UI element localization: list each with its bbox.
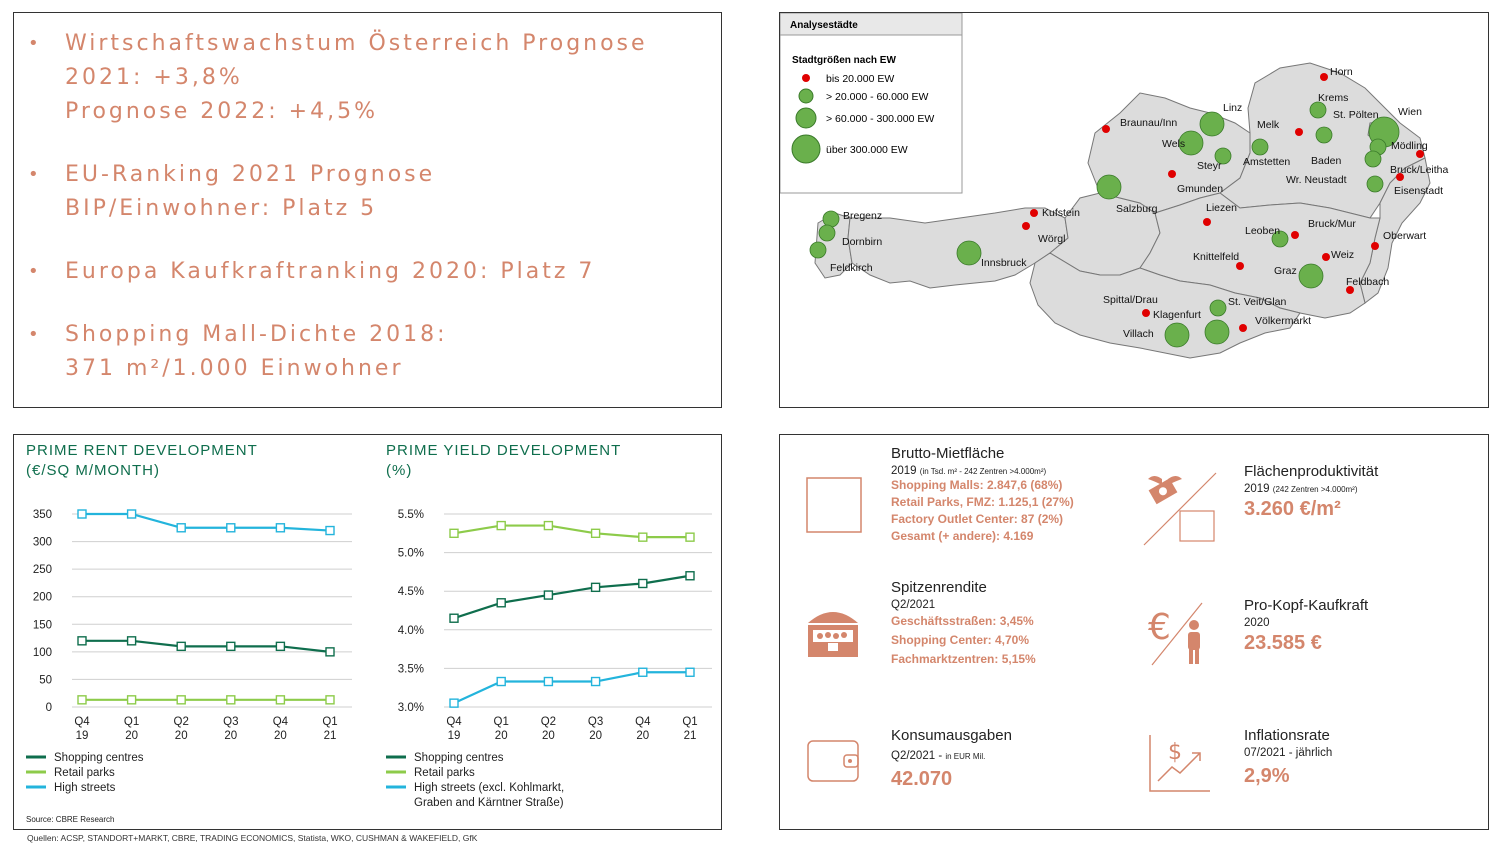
- kpi-konsumausgaben: [891, 727, 1012, 791]
- city-label: Braunau/Inn: [1120, 117, 1178, 129]
- data-point: [276, 524, 284, 532]
- x-tick-label: Q1: [322, 716, 338, 728]
- x-tick-label: 20: [636, 730, 650, 742]
- marker-spittal: [1142, 309, 1150, 317]
- legend-label: High streets (excl. Kohlmarkt,: [414, 782, 565, 794]
- city-label: Wörgl: [1038, 233, 1066, 245]
- fact-item: • EU-Ranking 2021 Prognose BIP/Einwohner: Platz 5: [28, 162, 436, 221]
- x-tick-label: 20: [224, 730, 238, 742]
- city-label: Salzburg: [1116, 203, 1158, 215]
- city-label: St. Veit/Glan: [1228, 296, 1287, 308]
- marker-villach: [1165, 323, 1189, 347]
- city-label: Liezen: [1206, 202, 1237, 214]
- data-point: [227, 696, 235, 704]
- city-label: Wr. Neustadt: [1286, 174, 1347, 186]
- chart2-title: PRIME YIELD DEVELOPMENT: [386, 442, 622, 459]
- legend-label: > 60.000 - 300.000 EW: [826, 113, 935, 125]
- y-tick-label: 350: [32, 509, 52, 521]
- data-point: [227, 524, 235, 532]
- x-tick-label: 21: [683, 730, 697, 742]
- kpi-detail: Gesamt (+ andere): 4.169: [891, 529, 1034, 543]
- chart2-subtitle: (%): [386, 462, 413, 479]
- marker-stpoelten: [1316, 127, 1332, 143]
- city-label: Bruck/Mur: [1308, 218, 1356, 230]
- data-point: [128, 637, 136, 645]
- map-title: Analysestädte: [790, 20, 858, 31]
- data-point: [177, 642, 185, 650]
- marker-amstetten: [1252, 139, 1268, 155]
- y-tick-label: 5.0%: [397, 547, 424, 560]
- data-point: [326, 527, 334, 535]
- city-label: Weiz: [1331, 249, 1355, 261]
- kpi-title: Inflationsrate: [1244, 727, 1330, 744]
- data-point: [497, 522, 505, 530]
- series-line: [454, 526, 690, 538]
- data-point: [227, 642, 235, 650]
- cbre-charts-panel: [13, 434, 722, 830]
- data-point: [544, 678, 552, 686]
- series-line: [454, 576, 690, 618]
- city-label: Völkermarkt: [1255, 315, 1312, 327]
- city-label: Eisenstadt: [1394, 185, 1444, 197]
- marker-klagenfurt: [1205, 320, 1229, 344]
- city-label: Wels: [1162, 138, 1186, 150]
- x-tick-label: Q4: [74, 716, 90, 728]
- city-label: Graz: [1274, 265, 1297, 277]
- kpi-value: 2,9%: [1244, 765, 1290, 787]
- fact-text: Wirtschaftswachstum Österreich Prognose 2021: +3,8% Prognose 2022: +4,5%: [65, 31, 648, 124]
- kpi-spitzenrendite: [891, 579, 1036, 668]
- marker-weiz: [1322, 253, 1330, 261]
- city-label: Innsbruck: [981, 257, 1027, 269]
- x-tick-label: Q4: [272, 716, 289, 728]
- x-tick-label: 20: [589, 730, 602, 742]
- fact-text: EU-Ranking 2021 Prognose BIP/Einwohner: Platz 5: [65, 162, 436, 221]
- data-point: [497, 678, 505, 686]
- data-point: [544, 522, 552, 530]
- kpi-title: Konsumausgaben: [891, 727, 1012, 744]
- legend-label: Shopping centres: [414, 752, 504, 764]
- y-tick-label: 0: [45, 702, 52, 714]
- marker-innsbruck: [957, 241, 981, 265]
- city-label: Steyr: [1197, 160, 1222, 172]
- x-tick-label: 20: [125, 730, 138, 742]
- data-point: [686, 668, 694, 676]
- data-point: [639, 533, 647, 541]
- marker-woergl: [1022, 222, 1030, 230]
- x-tick-label: Q2: [173, 716, 189, 728]
- city-label: Krems: [1318, 92, 1349, 104]
- data-point: [450, 614, 458, 622]
- city-label: Villach: [1123, 328, 1154, 340]
- kpi-value: 42.070: [891, 768, 953, 790]
- city-label: Klagenfurt: [1153, 309, 1201, 321]
- kpi-title: Flächenproduktivität: [1244, 463, 1379, 480]
- svg-text:€: €: [1148, 607, 1171, 648]
- city-label: Kufstein: [1042, 207, 1080, 219]
- euro-person-icon: [1146, 601, 1210, 667]
- city-label: Feldkirch: [830, 262, 873, 274]
- x-tick-label: 20: [274, 730, 287, 742]
- data-point: [326, 648, 334, 656]
- marker-baden: [1365, 151, 1381, 167]
- legend-label: Graben and Kärntner Straße): [414, 797, 564, 809]
- kpi-panel: [779, 434, 1489, 830]
- city-label: Knittelfeld: [1193, 251, 1240, 263]
- city-label: St. Pölten: [1333, 109, 1379, 121]
- legend-label: über 300.000 EW: [826, 144, 908, 156]
- kpi-detail: Shopping Center: 4,70%: [891, 633, 1030, 647]
- marker-bregenz: [823, 211, 839, 227]
- x-tick-label: Q2: [540, 716, 557, 728]
- data-point: [128, 510, 136, 518]
- marker-gmunden: [1168, 170, 1176, 178]
- city-label: Horn: [1330, 66, 1353, 78]
- data-point: [450, 529, 458, 537]
- y-tick-label: 5.5%: [397, 509, 424, 521]
- marker-knittelfeld: [1236, 262, 1244, 270]
- marker-braunau: [1102, 125, 1110, 133]
- marker-bruckmur: [1291, 231, 1299, 239]
- data-point: [544, 591, 552, 599]
- data-point: [639, 668, 647, 676]
- legend-label: > 20.000 - 60.000 EW: [826, 91, 929, 103]
- legend-marker-small: [802, 74, 810, 82]
- kpi-inflationsrate: [1244, 727, 1332, 788]
- marker-oberwart: [1371, 242, 1379, 250]
- x-tick-label: 19: [447, 730, 461, 742]
- data-point: [78, 510, 86, 518]
- wallet-icon: [806, 735, 862, 785]
- legend-label: Retail parks: [414, 767, 475, 779]
- kpi-detail: Retail Parks, FMZ: 1.125,1 (27%): [891, 495, 1074, 509]
- facts-list: [14, 13, 721, 386]
- city-label: Oberwart: [1383, 230, 1427, 242]
- marker-linz: [1200, 112, 1224, 136]
- x-tick-label: Q4: [635, 716, 651, 728]
- data-point: [128, 696, 136, 704]
- data-point: [497, 599, 505, 607]
- kpi-detail: Factory Outlet Center: 87 (2%): [891, 512, 1064, 526]
- x-tick-label: Q1: [682, 716, 698, 728]
- fact-item: • Shopping Mall-Dichte 2018: 371 m²/1.000 Einwohner: [28, 322, 448, 381]
- data-point: [276, 696, 284, 704]
- svg-text:$: $: [1168, 740, 1182, 765]
- area-square-icon: [806, 477, 862, 533]
- kpi-subtitle: 2020: [1244, 617, 1270, 629]
- legend-label: Shopping centres: [54, 752, 144, 764]
- y-tick-label: 150: [32, 619, 52, 632]
- yield-chart: [386, 509, 712, 809]
- legend-label: bis 20.000 EW: [826, 73, 895, 85]
- data-point: [177, 696, 185, 704]
- kpi-title: Spitzenrendite: [891, 579, 987, 596]
- legend-marker-large: [796, 108, 816, 128]
- map-legend: [780, 13, 962, 193]
- kpi-subtitle: 07/2021 - jährlich: [1244, 747, 1333, 759]
- charts-source: Source: CBRE Research: [26, 815, 115, 824]
- fact-item: • Wirtschaftswachstum Österreich Prognose 2021: +3,8% Prognose 2022: +4,5%: [28, 31, 648, 124]
- marker-liezen: [1203, 218, 1211, 226]
- data-point: [686, 533, 694, 541]
- kpi-title: Brutto-Mietfläche: [891, 445, 1005, 462]
- x-tick-label: 20: [174, 730, 188, 742]
- y-tick-label: 4.0%: [397, 624, 424, 637]
- x-tick-label: Q3: [587, 716, 604, 728]
- city-label: Bruck/Leitha: [1390, 164, 1449, 176]
- marker-feldkirch: [810, 242, 826, 258]
- kpi-subtitle: 2019 (in Tsd. m² - 242 Zentren >4.000m²): [891, 465, 1047, 477]
- kpi-detail: Fachmarktzentren: 5,15%: [891, 652, 1036, 666]
- marker-horn: [1320, 73, 1328, 81]
- data-point: [686, 572, 694, 580]
- legend-marker-medium: [799, 89, 813, 103]
- x-tick-label: Q4: [446, 716, 462, 728]
- city-label: Mödling: [1391, 140, 1428, 152]
- data-point: [276, 642, 284, 650]
- kpi-subtitle: Q2/2021: [891, 599, 936, 611]
- kpi-brutto-mietflaeche: [891, 445, 1074, 545]
- rent-chart: [26, 509, 352, 794]
- data-point: [592, 678, 600, 686]
- marker-wrneustadt: [1367, 176, 1383, 192]
- data-point: [326, 696, 334, 704]
- x-tick-label: 21: [323, 730, 337, 742]
- marker-graz: [1299, 264, 1323, 288]
- legend-title: Stadtgrößen nach EW: [792, 55, 896, 66]
- data-point: [592, 529, 600, 537]
- marker-melk: [1295, 128, 1303, 136]
- data-point: [592, 583, 600, 591]
- kpi-title: Pro-Kopf-Kaufkraft: [1244, 597, 1369, 614]
- austria-map-panel: [779, 12, 1489, 408]
- data-point: [78, 696, 86, 704]
- treasure-chest-icon: [804, 603, 862, 659]
- kpi-detail: Shopping Malls: 2.847,6 (68%): [891, 478, 1063, 492]
- city-label: Feldbach: [1346, 276, 1390, 288]
- sources-footnote: Quellen: ACSP, STANDORT+MARKT, CBRE, TRADING ECONOMICS, Statista, WKO, CUSHMAN & WAKEFIELD, GfK: [27, 833, 478, 843]
- legend-label: High streets: [54, 782, 116, 794]
- city-label: Wien: [1398, 106, 1422, 118]
- chart1-subtitle: (€/SQ M/MONTH): [26, 462, 160, 479]
- economic-facts-panel: [13, 12, 722, 408]
- fact-text: Shopping Mall-Dichte 2018: 371 m²/1.000 Einwohner: [65, 322, 448, 381]
- money-productivity-icon: [1142, 471, 1218, 547]
- chart1-title: PRIME RENT DEVELOPMENT: [26, 442, 258, 459]
- series-line: [82, 514, 330, 531]
- city-label: Melk: [1257, 119, 1280, 131]
- marker-krems: [1310, 102, 1326, 118]
- y-tick-label: 3.0%: [397, 702, 424, 714]
- kpi-kaufkraft: [1244, 597, 1368, 655]
- fact-item: • Europa Kaufkraftranking 2020: Platz 7: [28, 259, 596, 284]
- kpi-subtitle: 2019 (242 Zentren >4.000m²): [1244, 483, 1358, 495]
- marker-salzburg: [1097, 175, 1121, 199]
- series-line: [454, 672, 690, 703]
- y-tick-label: 200: [32, 591, 52, 604]
- x-tick-label: 19: [75, 730, 89, 742]
- kpi-detail: Geschäftsstraßen: 3,45%: [891, 614, 1034, 628]
- kpi-flaechenproduktivitaet: [1244, 463, 1378, 521]
- marker-voelkermarkt: [1239, 324, 1247, 332]
- y-tick-label: 100: [32, 646, 52, 659]
- y-tick-label: 50: [39, 674, 52, 687]
- data-point: [78, 637, 86, 645]
- marker-stveit: [1210, 300, 1226, 316]
- x-tick-label: 20: [494, 730, 508, 742]
- y-tick-label: 3.5%: [397, 663, 424, 676]
- marker-kufstein: [1030, 209, 1038, 217]
- x-tick-label: 20: [542, 730, 555, 742]
- x-tick-label: Q1: [493, 716, 509, 728]
- data-point: [450, 699, 458, 707]
- x-tick-label: Q1: [123, 716, 140, 728]
- y-tick-label: 300: [32, 536, 52, 549]
- austria-map: [780, 13, 1487, 406]
- city-label: Spittal/Drau: [1103, 294, 1158, 306]
- data-point: [639, 579, 647, 587]
- y-tick-label: 250: [32, 564, 52, 577]
- city-label: Amstetten: [1243, 156, 1291, 168]
- city-label: Linz: [1223, 102, 1243, 114]
- legend-label: Retail parks: [54, 767, 115, 779]
- legend-marker-xlarge: [792, 135, 820, 163]
- charts-svg: [14, 435, 720, 828]
- inflation-chart-icon: [1148, 735, 1212, 793]
- data-point: [177, 524, 185, 532]
- city-label: Bregenz: [843, 210, 883, 222]
- kpi-value: 23.585 €: [1244, 632, 1322, 654]
- city-label: Dornbirn: [842, 236, 883, 248]
- city-label: Leoben: [1245, 225, 1281, 237]
- fact-text: Europa Kaufkraftranking 2020: Platz 7: [65, 259, 596, 284]
- kpi-subtitle: Q2/2021 - in EUR Mil.: [891, 750, 986, 762]
- series-line: [82, 641, 330, 652]
- marker-dornbirn: [819, 225, 835, 241]
- kpi-value: 3.260 €/m²: [1244, 498, 1341, 520]
- y-tick-label: 4.5%: [397, 586, 424, 599]
- city-label: Baden: [1311, 155, 1342, 167]
- city-label: Gmunden: [1177, 183, 1224, 195]
- x-tick-label: Q3: [223, 716, 239, 728]
